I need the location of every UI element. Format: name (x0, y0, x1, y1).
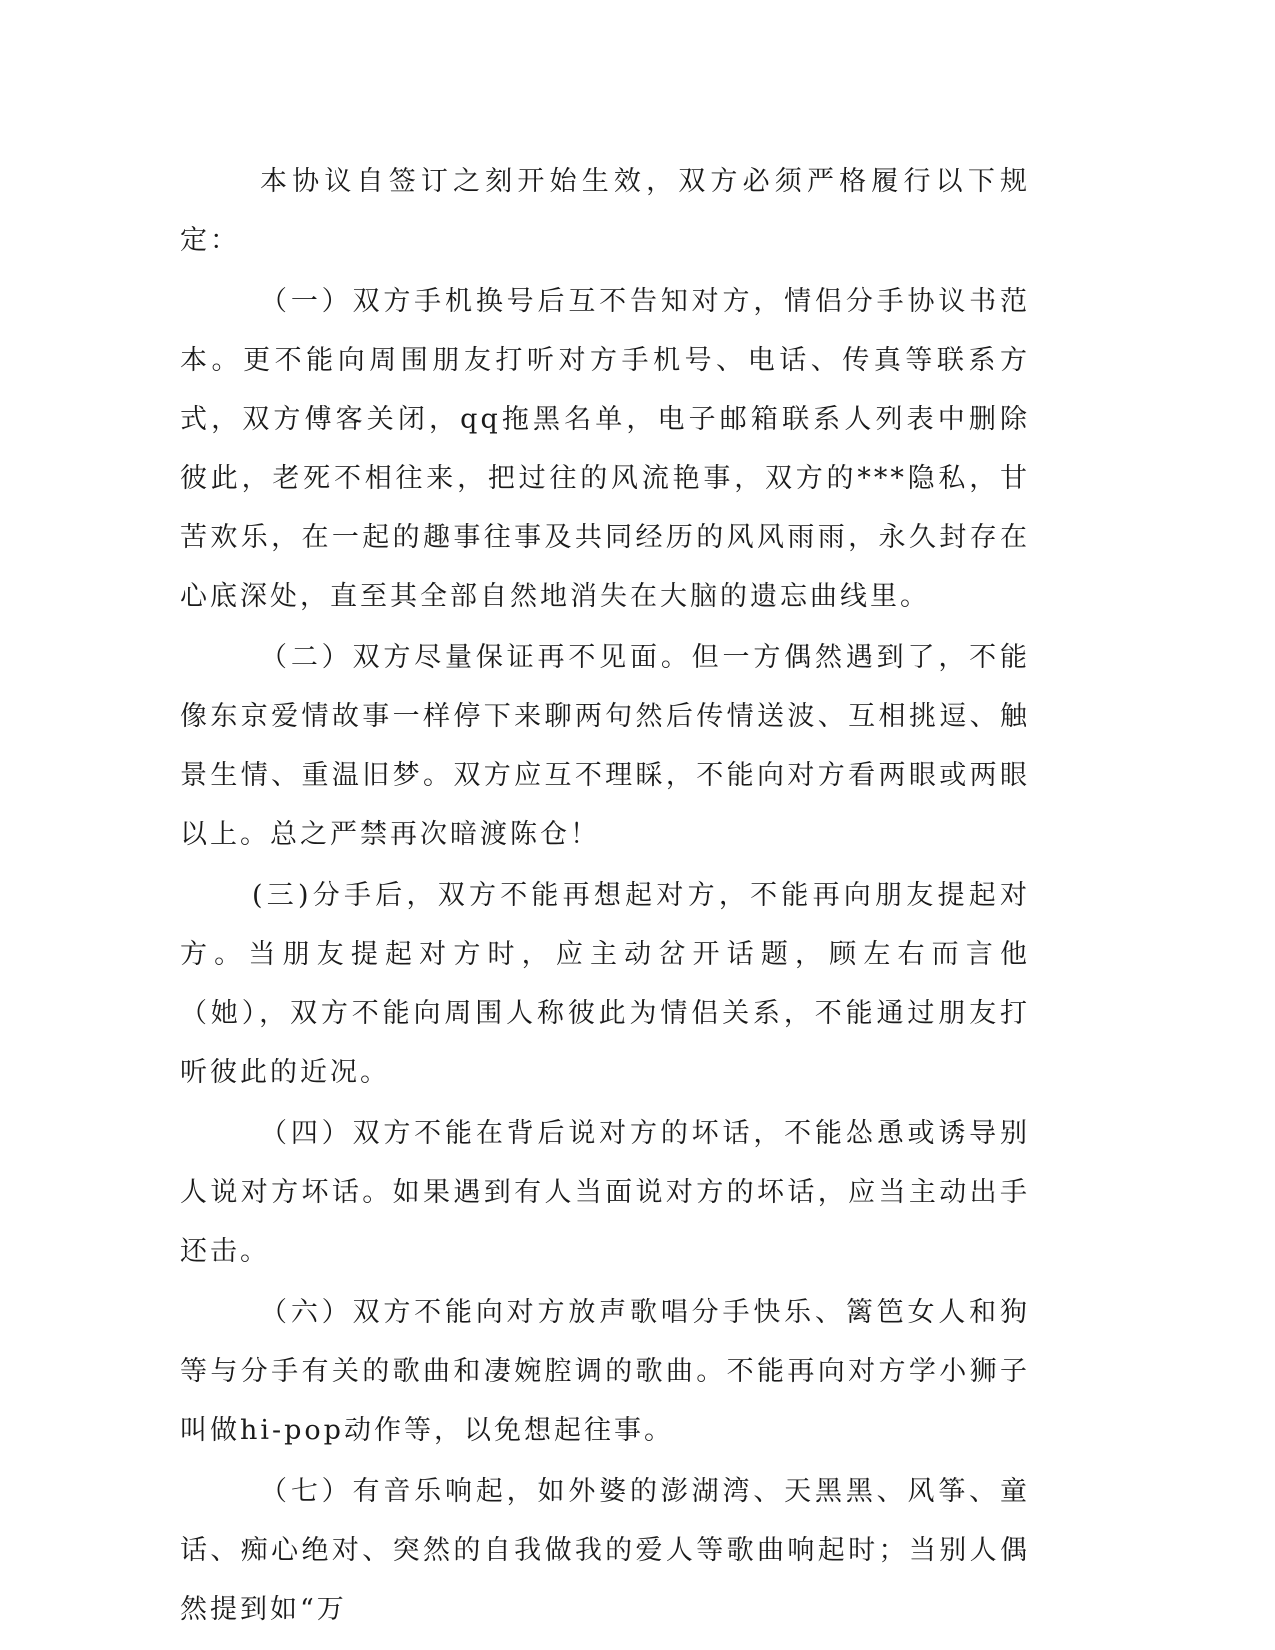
document-body (180, 152, 1030, 1641)
paragraph-clause-1: （一）双方手机换号后互不告知对方，情侣分手协议书范本。更不能向周围朋友打听对方手机号、电话、传真等联系方式，双方傅客关闭，qq拖黑名单，电子邮箱联系人列表中删除彼此，老死不相往来，把过往的风流艳事，双方的***隐私，甘苦欢乐，在一起的趣事往事及共同经历的风风雨雨，永久封存在心底深处，直至其全部自然地消失在大脑的遗忘曲线里。 (180, 286, 1030, 612)
paragraph-preamble: 本协议自签订之刻开始生效，双方必须严格履行以下规定： (180, 166, 1030, 256)
paragraph-clause-6: （六）双方不能向对方放声歌唱分手快乐、篱笆女人和狗等与分手有关的歌曲和凄婉腔调的歌曲。不能再向对方学小狮子叫做hi-pop动作等，以免想起往事。 (180, 1297, 1030, 1446)
paragraph-clause-2: （二）双方尽量保证再不见面。但一方偶然遇到了，不能像东京爱情故事一样停下来聊两句然后传情送波、互相挑逗、触景生情、重温旧梦。双方应互不理睬，不能向对方看两眼或两眼以上。总之严禁再次暗渡陈仓！ (180, 642, 1030, 850)
paragraph-clause-3: (三)分手后，双方不能再想起对方，不能再向朋友提起对方。当朋友提起对方时，应主动岔开话题，顾左右而言他（她），双方不能向周围人称彼此为情侣关系，不能通过朋友打听彼此的近况。 (180, 880, 1030, 1088)
paragraph-clause-7: （七）有音乐响起，如外婆的澎湖湾、天黑黑、风筝、童话、痴心绝对、突然的自我做我的爱人等歌曲响起时；当别人偶然提到如“万 (180, 1476, 1030, 1625)
paragraph-clause-4: （四）双方不能在背后说对方的坏话，不能怂恿或诱导别人说对方坏话。如果遇到有人当面说对方的坏话，应当主动出手还击。 (180, 1118, 1030, 1267)
